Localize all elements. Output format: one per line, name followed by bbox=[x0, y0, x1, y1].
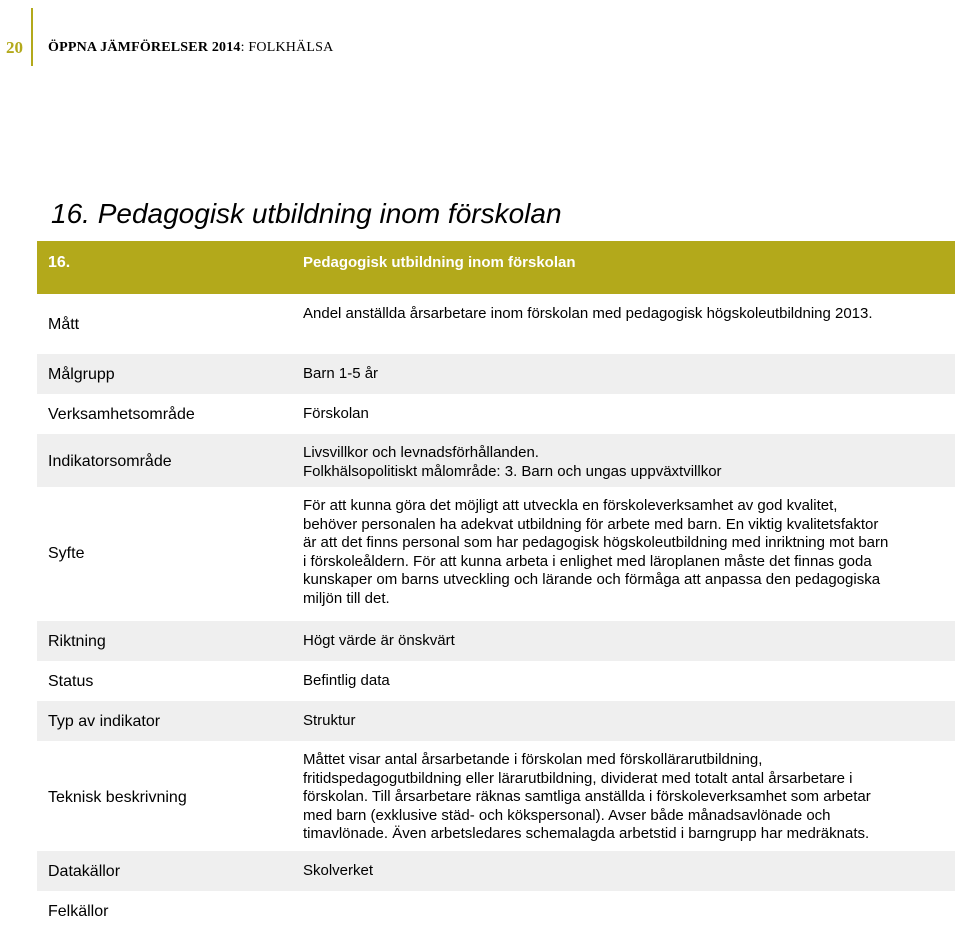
row-value-line: förskolan. Till årsarbetare räknas samtliga anställda i förskoleverksamhet som arbetar bbox=[303, 788, 871, 805]
row-value-line: Struktur bbox=[303, 712, 356, 729]
indicator-table bbox=[37, 241, 955, 931]
row-value-line: Folkhälsopolitiskt målområde: 3. Barn och ungas uppväxtvillkor bbox=[303, 462, 722, 480]
row-value-line: Högt värde är önskvärt bbox=[303, 632, 455, 649]
row-value-line: Barn 1-5 år bbox=[303, 365, 379, 382]
row-value-line: fritidspedagogutbildning eller lärarutbildning, dividerat med totalt antal årsarbetare i bbox=[303, 769, 853, 787]
table-row-malgrupp bbox=[37, 354, 955, 394]
row-value-line: Måttet visar antal årsarbetande i förskolan med förskollärarutbildning, bbox=[303, 751, 763, 768]
section-title: 16. Pedagogisk utbildning inom förskolan bbox=[51, 198, 562, 229]
row-value-line: Befintlig data bbox=[303, 672, 390, 689]
row-value bbox=[303, 305, 943, 324]
row-value-line: behöver personalen ha adekvat utbildning för arbete med barn. En viktig kvalitetsfaktor bbox=[303, 515, 879, 533]
row-label: Målgrupp bbox=[48, 366, 115, 383]
row-value bbox=[303, 497, 943, 608]
row-label: Mått bbox=[48, 316, 80, 333]
row-value bbox=[303, 632, 943, 651]
row-value-line: miljön till det. bbox=[303, 589, 390, 607]
header-divider bbox=[31, 8, 33, 66]
row-label: Typ av indikator bbox=[48, 713, 161, 730]
row-label: Status bbox=[48, 673, 94, 690]
row-value bbox=[303, 405, 943, 424]
table-body bbox=[37, 294, 955, 931]
table-header-row bbox=[37, 241, 955, 294]
row-value-line: För att kunna göra det möjligt att utveckla en förskoleverksamhet av god kvalitet, bbox=[303, 497, 838, 514]
row-label: Indikatorsområde bbox=[48, 453, 172, 470]
row-value-line: Förskolan bbox=[303, 405, 369, 422]
row-value-line: är att det finns personal som har pedagogisk högskoleutbildning med inriktning mot barn bbox=[303, 534, 889, 551]
page-number: 20 bbox=[6, 38, 23, 57]
running-title bbox=[48, 40, 333, 56]
table-row-indikatorsomrade bbox=[37, 434, 955, 487]
table-row-verksamhetsomrade bbox=[37, 394, 955, 434]
table-row-felkallor bbox=[37, 891, 955, 931]
row-value bbox=[303, 862, 943, 881]
row-value bbox=[303, 365, 943, 384]
row-value-line: med barn (exklusive städ- och kökspersonal). Avser både månadsavlönade och bbox=[303, 806, 831, 824]
table-row-riktning bbox=[37, 621, 955, 661]
table-row-syfte bbox=[37, 487, 955, 621]
running-title-rest: : FOLKHÄLSA bbox=[240, 40, 334, 55]
row-value-line: i förskoleåldern. För att kunna arbeta i enlighet med läroplanen måste det finnas goda bbox=[303, 552, 872, 570]
table-row-typ-av-indikator bbox=[37, 701, 955, 741]
row-value bbox=[303, 712, 943, 731]
row-value-line: timavlönade. Även arbetsledares schemalagda arbetstid i barngrupp har medräknats. bbox=[303, 825, 870, 842]
table-row-teknisk-beskrivning bbox=[37, 741, 955, 851]
running-title-bold: ÖPPNA JÄMFÖRELSER 2014 bbox=[48, 40, 241, 55]
row-value bbox=[303, 751, 943, 844]
row-value-line: Andel anställda årsarbetare inom förskolan med pedagogisk högskoleutbildning 2013. bbox=[303, 305, 873, 322]
row-label: Datakällor bbox=[48, 863, 121, 880]
row-label: Riktning bbox=[48, 633, 106, 650]
table-row-datakallor bbox=[37, 851, 955, 891]
table-row-matt bbox=[37, 294, 955, 354]
row-value bbox=[303, 672, 943, 691]
indicator-title: Pedagogisk utbildning inom förskolan bbox=[303, 254, 576, 271]
row-label: Felkällor bbox=[48, 903, 109, 920]
row-label: Teknisk beskrivning bbox=[48, 789, 187, 806]
row-label: Verksamhetsområde bbox=[48, 406, 195, 423]
row-value-line: kunskaper om barns utveckling och lärande och förmåga att anpassa den pedagogiska bbox=[303, 571, 881, 588]
row-label: Syfte bbox=[48, 545, 85, 562]
page-header bbox=[0, 0, 960, 70]
table-row-status bbox=[37, 661, 955, 701]
row-value bbox=[303, 444, 943, 481]
row-value-line: Skolverket bbox=[303, 862, 374, 879]
row-value-line: Livsvillkor och levnadsförhållanden. bbox=[303, 444, 539, 461]
indicator-number: 16. bbox=[48, 254, 71, 271]
